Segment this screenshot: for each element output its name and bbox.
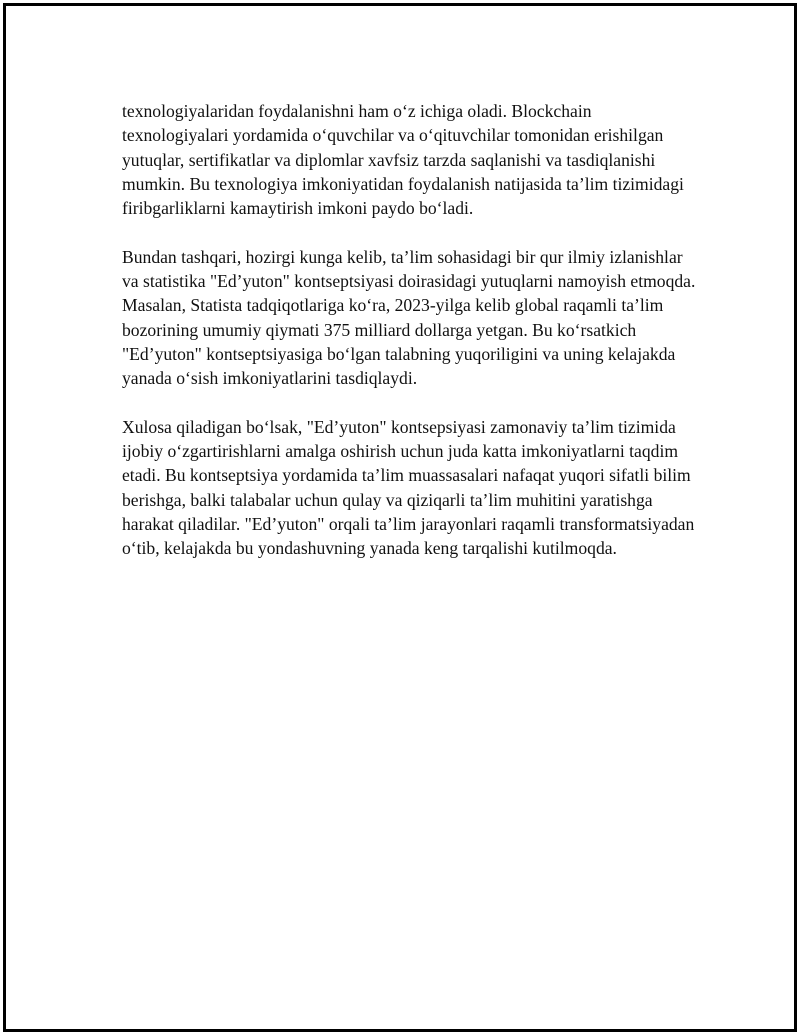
paragraph-blockchain: texnologiyalaridan foydalanishni ham oʻz ichiga oladi. Blockchain texnologiyalari yordamida oʻquvchilar va oʻqituvchilar tomonidan erishilgan yutuqlar, sertifikatlar va diplomlar xavfsiz tarzda saqlanishi va tasdiqlanishi mumkin. Bu texnologiya imkoniyatidan foydalanish natijasida ta’lim tizimidagi firibgarliklarni kamaytirish imkoni paydo boʻladi. [122,101,684,219]
paragraph-conclusion: Xulosa qiladigan boʻlsak, "Ed’yuton" kontsepsiyasi zamonaviy ta’lim tizimida ijobiy oʻzgartirishlarni amalga oshirish uchun juda katta imkoniyatlarni taqdim etadi. Bu kontseptsiya yordamida ta’lim muassasalari nafaqat yuqori sifatli bilim berishga, balki talabalar uchun qulay va qiziqarli ta’lim muhitini yaratishga harakat qiladilar. "Ed’yuton" orqali ta’lim jarayonlari raqamli transformatsiyadan oʻtib, kelajakda bu yondashuvning yanada keng tarqalishi kutilmoqda. [122,416,695,559]
paragraph-statistics: Bundan tashqari, hozirgi kunga kelib, ta’lim sohasidagi bir qur ilmiy izlanishlar va statistika "Ed’yuton" kontseptsiyasi doirasidagi yutuqlarni namoyish etmoqda. Masalan, Statista tadqiqotlariga koʻra, 2023-yilga kelib global raqamli ta’lim bozorining umumiy qiymati 375 milliard dollarga yetgan. Bu koʻrsatkich "Ed’yuton" kontseptsiyasiga boʻlgan talabning yuqoriligini va uning kelajakda yanada oʻsish imkoniyatlarini tasdiqlaydi. [122,246,696,389]
document-body [122,99,702,561]
page-frame [3,3,797,1032]
